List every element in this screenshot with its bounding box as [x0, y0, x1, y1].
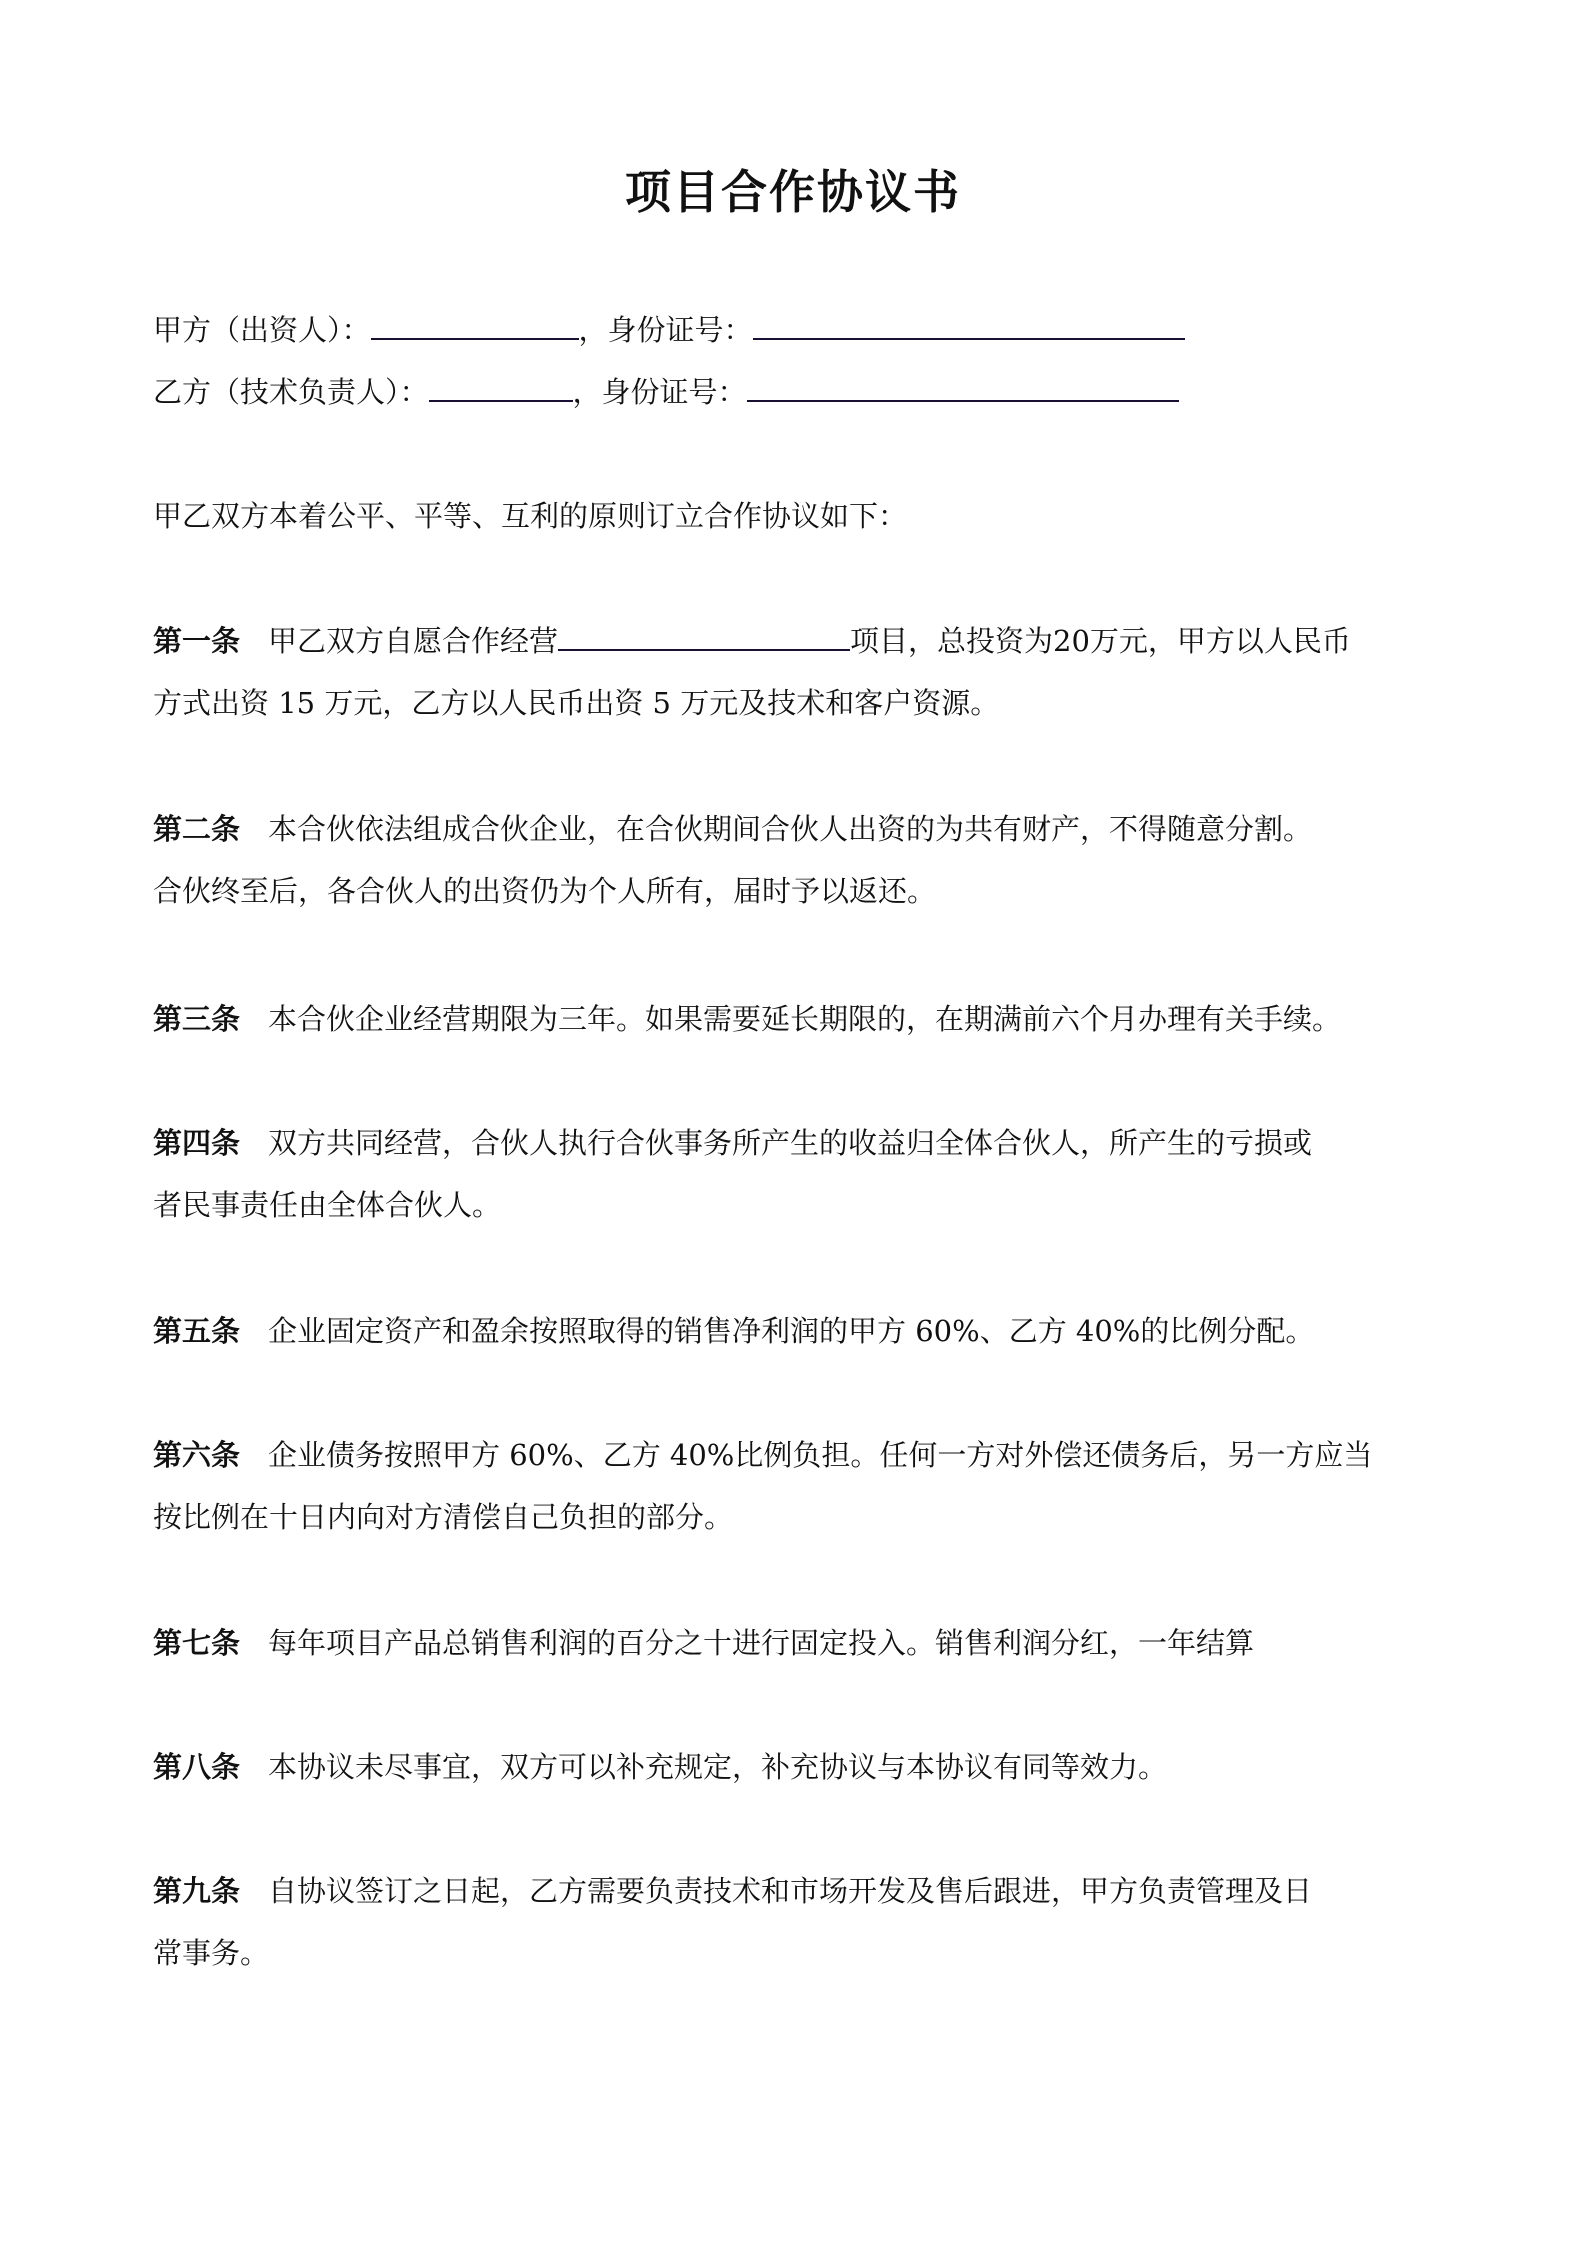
- article-text: 企业固定资产和盈余按照取得的销售净利润的甲方 60%、乙方 40%的比例分配。: [268, 1314, 1315, 1348]
- article-text: 双方共同经营，合伙人执行合伙事务所产生的收益归全体合伙人，所产生的亏损或: [268, 1126, 1313, 1160]
- party-b-name-field[interactable]: [429, 370, 573, 402]
- article-7: [153, 1612, 1453, 1674]
- party-b-label: 乙方（技术负责人）：: [153, 375, 429, 409]
- article-text: 合伙终至后，各合伙人的出资仍为个人所有，届时予以返还。: [153, 874, 937, 908]
- party-a-line: [153, 308, 1185, 350]
- party-b-line: [153, 370, 1179, 412]
- article-label: 第九条: [153, 1874, 241, 1908]
- article-label: 第四条: [153, 1126, 241, 1160]
- article-label: 第三条: [153, 1002, 241, 1036]
- article-8: [153, 1736, 1453, 1798]
- article-label: 第二条: [153, 812, 241, 846]
- party-a-name-field[interactable]: [371, 308, 579, 340]
- document-title: 项目合作协议书: [625, 165, 961, 219]
- article-label: 第七条: [153, 1626, 241, 1660]
- article-text: 本合伙依法组成合伙企业，在合伙期间合伙人出资的为共有财产，不得随意分割。: [268, 812, 1313, 846]
- article-6: [153, 1424, 1453, 1548]
- article-4: [153, 1112, 1453, 1236]
- article-text: 方式出资 15 万元，乙方以人民币出资 5 万元及技术和客户资源。: [153, 686, 1000, 720]
- article-9: [153, 1860, 1453, 1984]
- article-text: 按比例在十日内向对方清偿自己负担的部分。: [153, 1500, 734, 1534]
- article-text: 常事务。: [153, 1936, 270, 1970]
- article-2: [153, 798, 1453, 922]
- article-text: 本协议未尽事宜，双方可以补充规定，补充协议与本协议有同等效力。: [268, 1750, 1168, 1784]
- article-label: 第一条: [153, 624, 241, 658]
- project-name-field[interactable]: [558, 619, 850, 651]
- article-text: 项目，总投资为20万元，甲方以人民币: [850, 624, 1351, 658]
- article-text: 者民事责任由全体合伙人。: [153, 1188, 502, 1222]
- article-text: 企业债务按照甲方 60%、乙方 40%比例负担。任何一方对外偿还债务后，另一方应当: [268, 1438, 1373, 1472]
- article-text: 本合伙企业经营期限为三年。如果需要延长期限的，在期满前六个月办理有关手续。: [268, 1002, 1342, 1036]
- article-text: 每年项目产品总销售利润的百分之十进行固定投入。销售利润分红，一年结算: [268, 1626, 1255, 1660]
- party-b-id-field[interactable]: [747, 370, 1179, 402]
- preamble: 甲乙双方本着公平、平等、互利的原则订立合作协议如下：: [153, 499, 908, 533]
- party-b-id-label: ，身份证号：: [572, 375, 747, 409]
- party-a-id-label: ，身份证号：: [578, 313, 753, 347]
- article-text: 自协议签订之日起，乙方需要负责技术和市场开发及售后跟进，甲方负责管理及日: [268, 1874, 1313, 1908]
- article-label: 第五条: [153, 1314, 241, 1348]
- article-1: [153, 610, 1453, 734]
- article-5: [153, 1300, 1453, 1362]
- article-3: [153, 988, 1453, 1050]
- article-text: 甲乙双方自愿合作经营: [268, 624, 559, 658]
- article-label: 第八条: [153, 1750, 241, 1784]
- party-a-id-field[interactable]: [753, 308, 1185, 340]
- party-a-label: 甲方（出资人）：: [153, 313, 371, 347]
- article-label: 第六条: [153, 1438, 241, 1472]
